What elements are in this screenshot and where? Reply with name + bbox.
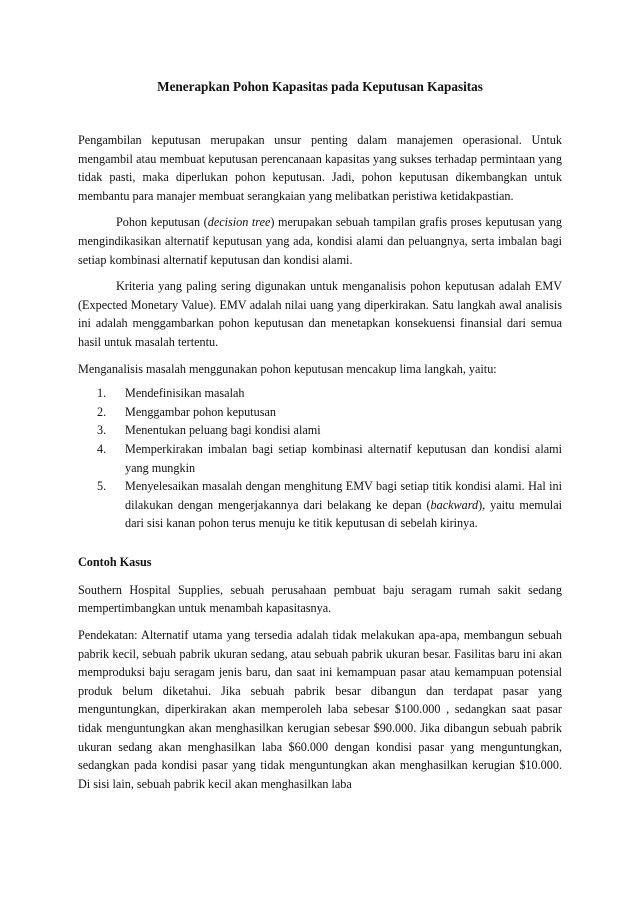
list-number: 1.: [97, 386, 107, 401]
list-item: [97, 421, 562, 440]
list-item-text: Mendefinisikan masalah: [125, 386, 245, 401]
italic-term: backward: [430, 497, 479, 512]
paragraph-steps-intro: Menganalisis masalah menggunakan pohon keputusan mencakup lima langkah, yaitu:: [78, 361, 497, 376]
paragraph-text: Pohon keputusan (: [116, 215, 208, 230]
page-title: Menerapkan Pohon Kapasitas pada Keputusan Kapasitas: [157, 79, 483, 94]
list-number: 4.: [97, 441, 107, 456]
paragraph-emv: Kriteria yang paling sering digunakan untuk menganalisis pohon keputusan adalah EMV (Expected Monetary Value). EMV adalah nilai uang yang diperkirakan. Satu langkah awal analisis ini adalah menggambarkan pohon keputusan dan menetapkan konsekuensi finansial dari semua hasil untuk masalah tertentu.: [78, 279, 562, 349]
paragraph-text: ) merupakan sebuah tampilan grafis proses keputusan yang mengindikasikan alternatif keputusan yang ada, kondisi alami dan peluangnya, serta imbalan bagi setiap kombinasi alternatif keputusan dan kondisi alami.: [78, 215, 562, 267]
paragraph-case-approach: Pendekatan: Alternatif utama yang tersedia adalah tidak melakukan apa-apa, membangun sebuah pabrik kecil, sebuah pabrik ukuran sedang, atau sebuah pabrik ukuran besar. Fasilitas baru ini akan memproduksi baju seragam jenis baru, dan saat ini kemampuan pasar atau kemampuan potensial produk belum diketahui. Jika sebuah pabrik besar dibangun dan terdapat pasar yang menguntungkan, diperkirakan akan memperoleh laba sebesar $100.000 , sedangkan saat pasar tidak menguntungkan akan menghasilkan kerugian sebesar $90.000. Jika dibangun sebuah pabrik ukuran sedang akan menghasilkan laba $60.000 dengan kondisi pasar yang menguntungkan, sedangkan pada kondisi pasar yang tidak menguntungkan akan menghasilkan kerugian $10.000. Di sisi lain, sebuah pabrik kecil akan menghasilkan laba: [78, 628, 562, 791]
list-item-text: ), yaitu memulai dari sisi kanan pohon terus menuju ke titik keputusan di sebelah kirinya.: [125, 497, 562, 531]
list-number: 5.: [97, 479, 107, 494]
italic-term: decision tree: [207, 215, 271, 230]
list-item: [97, 403, 562, 422]
section-heading-case: Contoh Kasus: [78, 554, 152, 569]
list-item: [97, 384, 562, 403]
list-item-text: Menentukan peluang bagi kondisi alami: [125, 423, 321, 438]
list-item: [97, 477, 562, 533]
paragraph-intro: Pengambilan keputusan merupakan unsur penting dalam manajemen operasional. Untuk mengambil atau membuat keputusan perencanaan kapasitas yang sukses terhadap permintaan yang tidak pasti, maka diperlukan pohon keputusan. Jadi, pohon keputusan dikembangkan untuk membantu para manajer membuat serangkaian yang melibatkan peristiwa ketidakpastian.: [78, 133, 562, 203]
steps-list: [78, 384, 562, 533]
list-number: 2.: [97, 404, 107, 419]
list-number: 3.: [97, 423, 107, 438]
list-item-text: Menggambar pohon keputusan: [125, 404, 276, 419]
list-item: [97, 440, 562, 477]
list-item-text: Menyelesaikan masalah dengan menghitung EMV bagi setiap titik kondisi alami. Hal ini dilakukan dengan mengerjakannya dari belakang ke depan (: [125, 479, 562, 512]
list-item-text: Memperkirakan imbalan bagi setiap kombinasi alternatif keputusan dan kondisi alami yang mungkin: [125, 441, 562, 475]
paragraph-case-intro: Southern Hospital Supplies, sebuah perusahaan pembuat baju seragam rumah sakit sedang mempertimbangkan untuk menambah kapasitasnya.: [78, 582, 562, 616]
paragraph-decision-tree: [78, 213, 562, 269]
